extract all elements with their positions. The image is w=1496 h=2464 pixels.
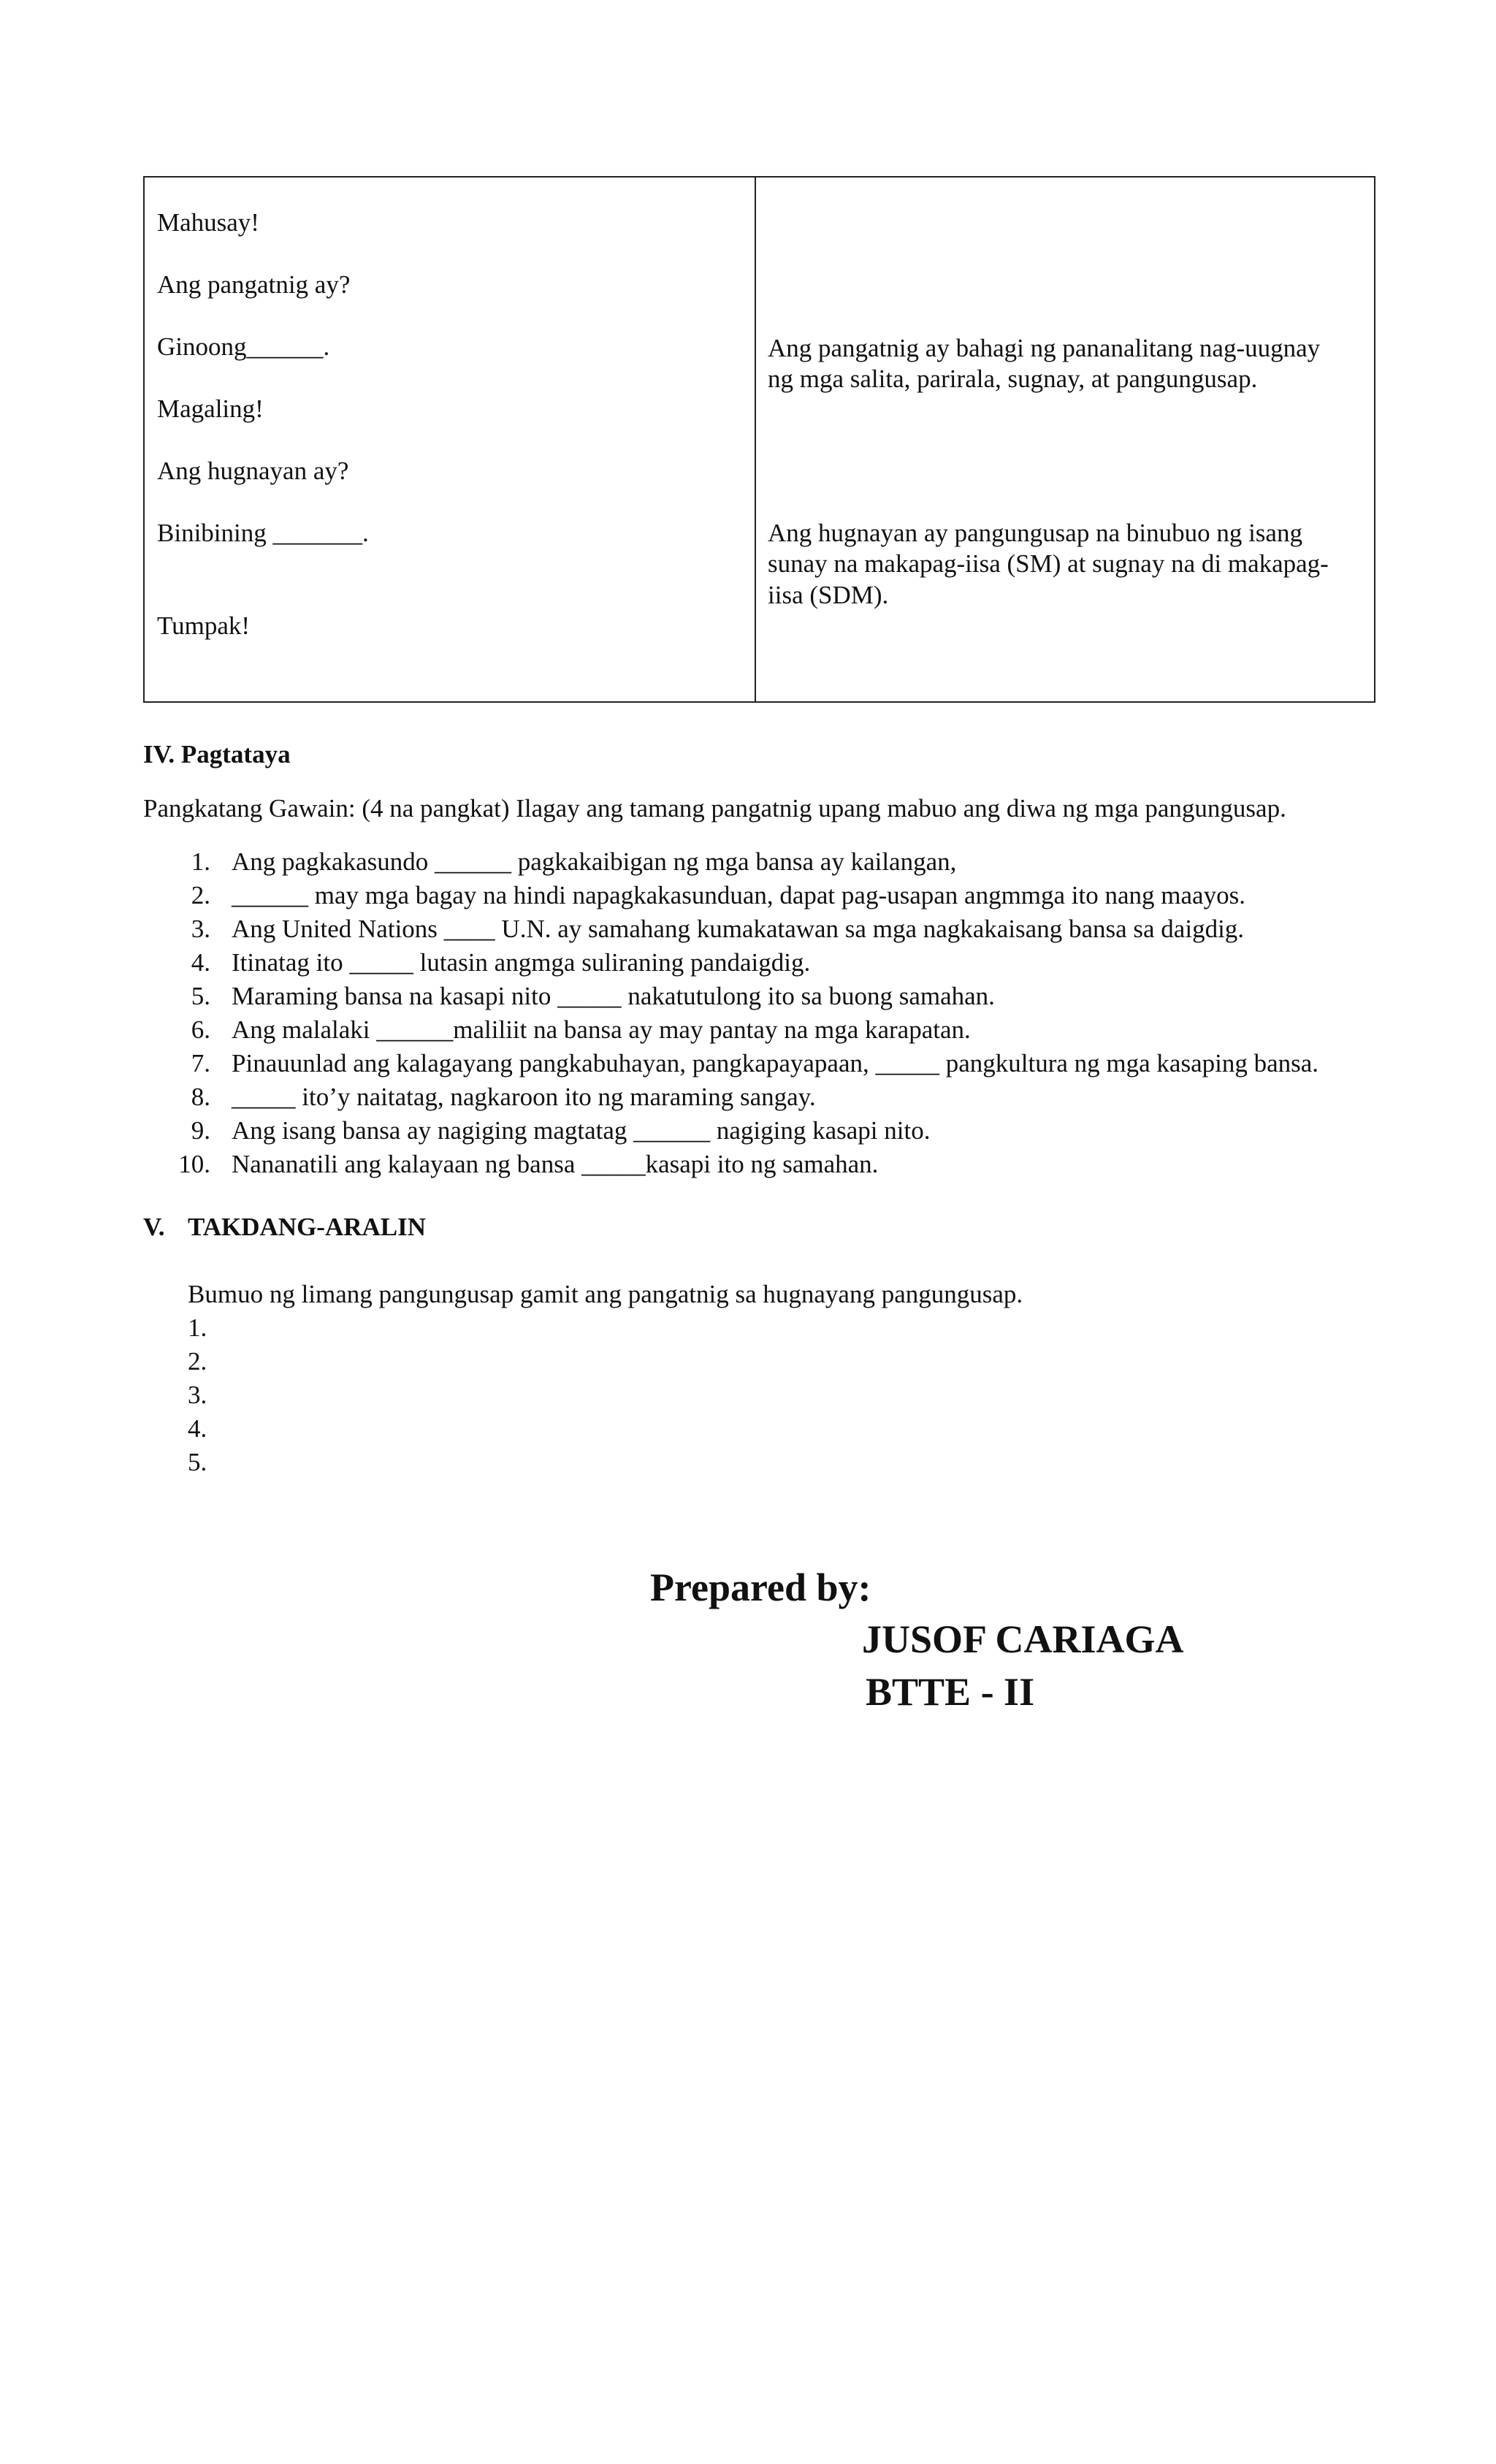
- item-text: _____ ito’y naitatag, nagkaroon ito ng maraming sangay.: [232, 1083, 816, 1111]
- item-text: Nananatili ang kalayaan ng bansa _____kasapi ito ng samahan.: [232, 1150, 879, 1178]
- section-iv-instruction: Pangkatang Gawain: (4 na pangkat) Ilagay ang tamang pangatnig upang mabuo ang diwa ng mga pangungusap.: [143, 794, 1286, 823]
- item-number: 1.: [191, 847, 210, 876]
- item-number: 3.: [191, 915, 210, 943]
- answer-line: sunay na makapag-iisa (SM) at sugnay na di makapag-: [768, 549, 1329, 578]
- item-number: 4.: [191, 948, 210, 977]
- item-text: Ang United Nations ____ U.N. ay samahang kumakatawan sa mga nagkakaisang bansa sa daigdig.: [232, 915, 1245, 943]
- item-text: Pinauunlad ang kalagayang pangkabuhayan, pangkapayapaan, _____ pangkultura ng mga kasaping bansa.: [232, 1049, 1319, 1077]
- prepared-by-label: Prepared by:: [650, 1565, 871, 1609]
- answer-line: ng mga salita, parirala, sugnay, at pangungusap.: [768, 365, 1258, 393]
- section-iv-title: IV. Pagtataya: [143, 740, 291, 768]
- item-number: 5.: [191, 982, 210, 1010]
- dialogue-table: [143, 176, 1375, 703]
- teacher-line: Mahusay!: [157, 208, 259, 237]
- assignment-item: 2.: [188, 1347, 207, 1376]
- assignment-item: 3.: [188, 1381, 207, 1409]
- teacher-line: Magaling!: [157, 394, 264, 423]
- answer-line: Ang hugnayan ay pangungusap na binubuo ng isang: [768, 519, 1302, 547]
- item-text: Ang pagkakasundo ______ pagkakaibigan ng mga bansa ay kailangan,: [232, 847, 957, 876]
- item-number: 10.: [178, 1150, 210, 1178]
- section-v-number: V.: [143, 1213, 165, 1241]
- item-number: 7.: [191, 1049, 210, 1077]
- teacher-line: Ginoong______.: [157, 332, 330, 361]
- answer-line: Ang pangatnig ay bahagi ng pananalitang nag-uugnay: [768, 334, 1321, 362]
- teacher-line: Binibining _______.: [157, 519, 369, 547]
- table-column-divider: [755, 178, 756, 701]
- item-number: 9.: [191, 1116, 210, 1145]
- item-text: Ang malalaki ______maliliit na bansa ay may pantay na mga karapatan.: [232, 1015, 971, 1044]
- section-v-instruction: Bumuo ng limang pangungusap gamit ang pangatnig sa hugnayang pangungusap.: [188, 1280, 1023, 1308]
- item-text: Maraming bansa na kasapi nito _____ nakatutulong ito sa buong samahan.: [232, 982, 995, 1010]
- assignment-item: 4.: [188, 1414, 207, 1443]
- preparer-course: BTTE - II: [866, 1670, 1035, 1714]
- item-number: 8.: [191, 1083, 210, 1111]
- section-v-title: TAKDANG-ARALIN: [188, 1213, 427, 1241]
- item-text: ______ may mga bagay na hindi napagkakasunduan, dapat pag-usapan angmmga ito nang maayos.: [232, 881, 1245, 909]
- teacher-line: Ang hugnayan ay?: [157, 457, 349, 485]
- preparer-name: JUSOF CARIAGA: [862, 1617, 1184, 1661]
- item-text: Ang isang bansa ay nagiging magtatag ______ nagiging kasapi nito.: [232, 1116, 931, 1145]
- teacher-line: Ang pangatnig ay?: [157, 270, 351, 299]
- item-number: 6.: [191, 1015, 210, 1044]
- assignment-item: 5.: [188, 1448, 207, 1476]
- assignment-item: 1.: [188, 1313, 207, 1342]
- item-number: 2.: [191, 881, 210, 909]
- teacher-line: Tumpak!: [157, 611, 251, 640]
- answer-line: iisa (SDM).: [768, 581, 889, 609]
- item-text: Itinatag ito _____ lutasin angmga suliraning pandaigdig.: [232, 948, 811, 977]
